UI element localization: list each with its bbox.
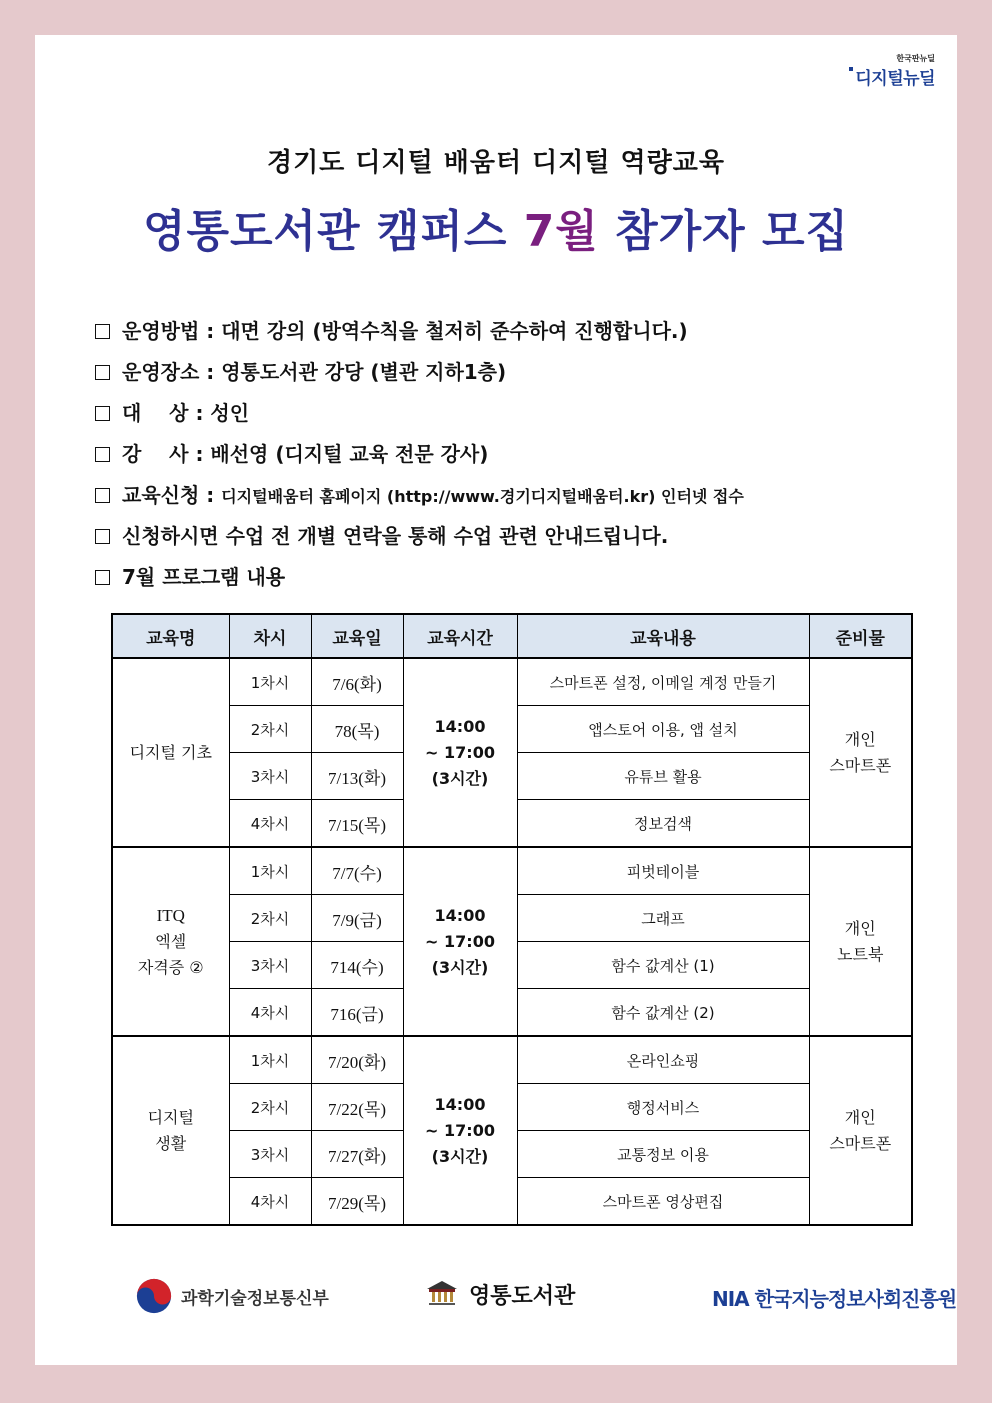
materials-cell: 개인 스마트폰 — [809, 658, 912, 847]
checkbox-icon — [95, 488, 110, 503]
logo-dot-icon — [849, 67, 853, 71]
info-instructor: 강 사 : 배선영 (디지털 교육 전문 강사) — [95, 434, 915, 475]
content-cell: 교통정보 이용 — [517, 1131, 809, 1178]
poster-subtitle: 경기도 디지털 배움터 디지털 역량교육 — [266, 148, 726, 178]
table-row — [112, 1036, 912, 1084]
header-date: 교육일 — [311, 614, 403, 658]
course-name: 디지털 기초 — [112, 658, 229, 847]
date-cell: 78(목) — [311, 706, 403, 753]
session-cell: 1차시 — [229, 658, 311, 706]
logo-subtitle: 한국판뉴딜 — [896, 54, 935, 63]
materials-cell: 개인 스마트폰 — [809, 1036, 912, 1225]
content-cell: 스마트폰 설정, 이메일 계정 만들기 — [517, 658, 809, 706]
checkbox-icon — [95, 529, 110, 544]
month-highlight: 7월 — [523, 206, 599, 257]
checkbox-icon — [95, 406, 110, 421]
sponsor-logos — [35, 1269, 957, 1329]
header-materials: 준비물 — [809, 614, 912, 658]
header-session: 차시 — [229, 614, 311, 658]
program-table — [111, 613, 913, 1226]
session-cell: 4차시 — [229, 1178, 311, 1226]
session-cell: 2차시 — [229, 895, 311, 942]
date-cell: 7/13(화) — [311, 753, 403, 800]
info-application: 교육신청 : 디지털배움터 홈페이지 (http://www.경기디지털배움터.kr) 인터넷 접수 — [95, 475, 915, 516]
table-header-row — [112, 614, 912, 658]
table-row — [112, 847, 912, 895]
poster-page — [35, 35, 957, 1365]
session-cell: 1차시 — [229, 847, 311, 895]
date-cell: 7/6(화) — [311, 658, 403, 706]
checkbox-icon — [95, 324, 110, 339]
library-emblem-icon — [425, 1277, 459, 1311]
info-target: 대 상 : 성인 — [95, 393, 915, 434]
session-cell: 4차시 — [229, 800, 311, 848]
date-cell: 7/22(목) — [311, 1084, 403, 1131]
session-cell: 2차시 — [229, 1084, 311, 1131]
date-cell: 716(금) — [311, 989, 403, 1037]
content-cell: 온라인쇼핑 — [517, 1036, 809, 1084]
info-venue: 운영장소 : 영통도서관 강당 (별관 지하1층) — [95, 352, 915, 393]
course-name: 디지털 생활 — [112, 1036, 229, 1225]
date-cell: 714(수) — [311, 942, 403, 989]
content-cell: 유튜브 활용 — [517, 753, 809, 800]
content-cell: 정보검색 — [517, 800, 809, 848]
materials-cell: 개인 노트북 — [809, 847, 912, 1036]
info-contact-notice: 신청하시면 수업 전 개별 연락을 통해 수업 관련 안내드립니다. — [95, 516, 915, 557]
date-cell: 7/9(금) — [311, 895, 403, 942]
content-cell: 함수 값계산 (2) — [517, 989, 809, 1037]
content-cell: 함수 값계산 (1) — [517, 942, 809, 989]
taegeuk-icon — [135, 1277, 173, 1315]
time-cell: 14:00 ~ 17:00 (3시간) — [403, 847, 517, 1036]
checkbox-icon — [95, 365, 110, 380]
header-content: 교육내용 — [517, 614, 809, 658]
info-program-heading: 7월 프로그램 내용 — [95, 557, 915, 598]
content-cell: 스마트폰 영상편집 — [517, 1178, 809, 1226]
info-method: 운영방법 : 대면 강의 (방역수칙을 철저히 준수하여 진행합니다.) — [95, 311, 915, 352]
checkbox-icon — [95, 570, 110, 585]
date-cell: 7/15(목) — [311, 800, 403, 848]
content-cell: 행정서비스 — [517, 1084, 809, 1131]
checkbox-icon — [95, 447, 110, 462]
info-list — [95, 311, 915, 598]
poster-title: 영통도서관 캠퍼스 7월 참가자 모집 — [143, 206, 849, 257]
date-cell: 7/7(수) — [311, 847, 403, 895]
session-cell: 3차시 — [229, 942, 311, 989]
content-cell: 피벗테이블 — [517, 847, 809, 895]
header-course: 교육명 — [112, 614, 229, 658]
content-cell: 그래프 — [517, 895, 809, 942]
time-cell: 14:00 ~ 17:00 (3시간) — [403, 658, 517, 847]
msit-logo: 과학기술정보통신부 — [135, 1277, 329, 1315]
course-name: ITQ 엑셀 자격증 ② — [112, 847, 229, 1036]
session-cell: 3차시 — [229, 753, 311, 800]
yeongtong-library-logo: 영통도서관 — [425, 1277, 575, 1311]
digital-new-deal-logo — [849, 53, 935, 89]
date-cell: 7/29(목) — [311, 1178, 403, 1226]
content-cell: 앱스토어 이용, 앱 설치 — [517, 706, 809, 753]
time-cell: 14:00 ~ 17:00 (3시간) — [403, 1036, 517, 1225]
session-cell: 2차시 — [229, 706, 311, 753]
nia-logo: NIA 한국지능정보사회진흥원 — [712, 1287, 957, 1311]
table-row — [112, 658, 912, 706]
session-cell: 3차시 — [229, 1131, 311, 1178]
date-cell: 7/27(화) — [311, 1131, 403, 1178]
header-time: 교육시간 — [403, 614, 517, 658]
logo-title: 디지털뉴딜 — [855, 69, 935, 89]
session-cell: 4차시 — [229, 989, 311, 1037]
date-cell: 7/20(화) — [311, 1036, 403, 1084]
session-cell: 1차시 — [229, 1036, 311, 1084]
